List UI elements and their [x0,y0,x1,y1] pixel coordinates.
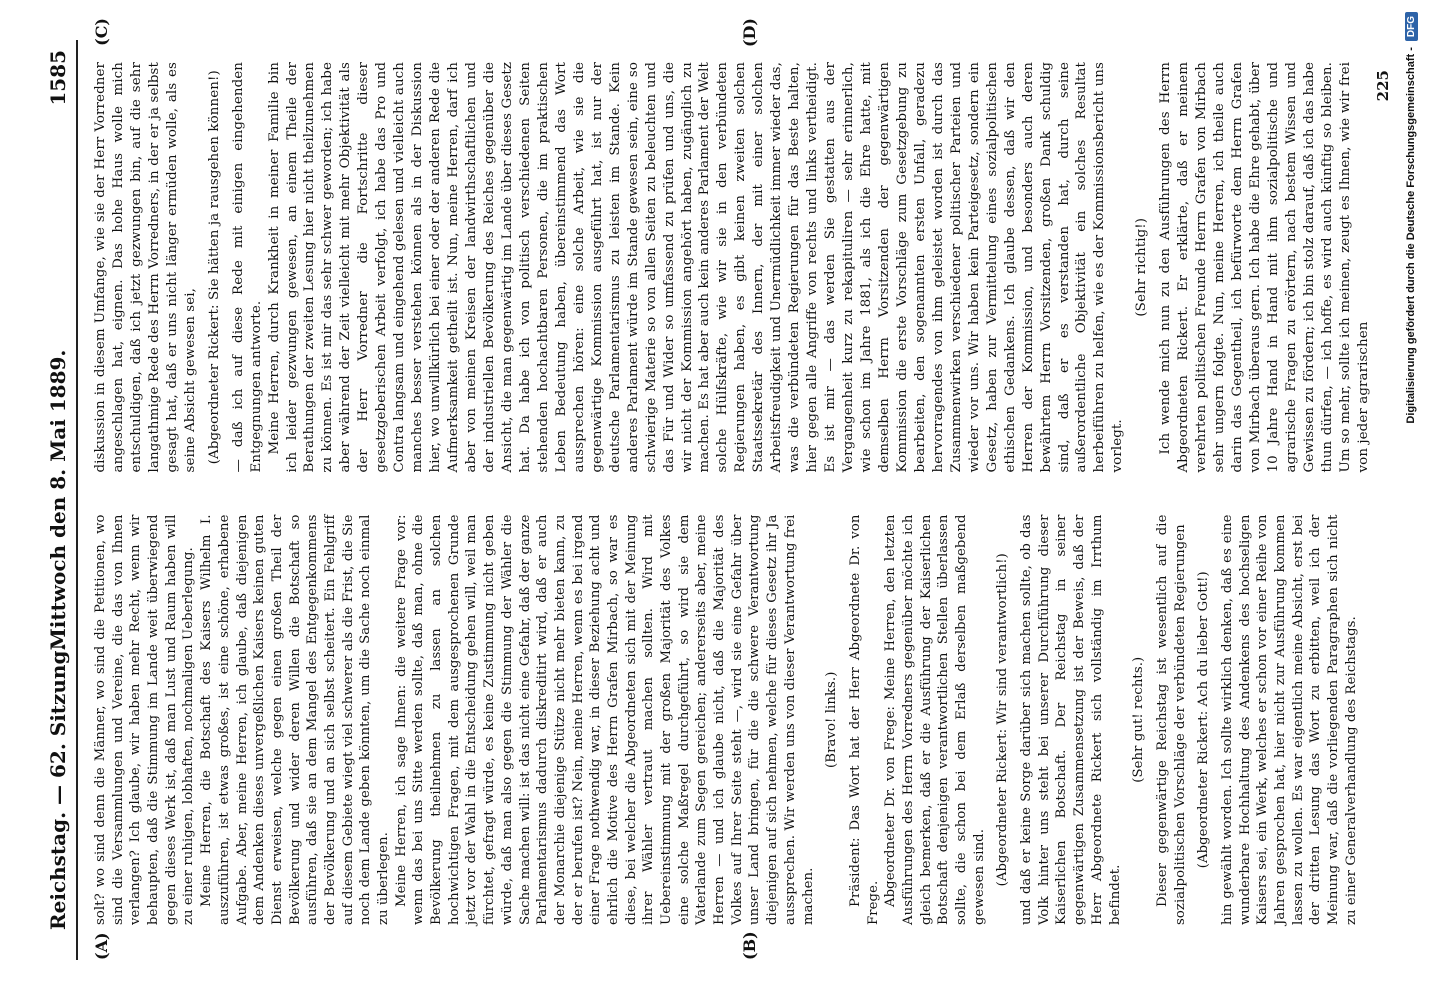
margin-mark-a: (A) [92,932,111,960]
paragraph: Meine Herren, ich sage Ihnen: die weitere Frage vor: wenn das bei uns Sitte werden sollte, daß man, ohne die Bevölkerung theilnehmen zu lassen an solchen hochwichtigen Fragen, mit dem ausgesprochenen Grunde jetzt vor der Wahl in die Entscheidung gehen will, weil man fürchtet, gefragt würde, es keine Zustimmung nicht geben würde, daß man also gegen die Stimmung der Wähler die Sache machen will: ist das nicht eine Gefahr, daß der ganze Parlamentarismus dadurch diskreditirt wird, daß er auch der Monarchie diejenige Stütze nicht mehr bieten kann, zu der er berufen ist? Nein, meine Herren, wenn es bei irgend einer Frage nothwendig war, in dieser Beziehung acht und ehrlich die Motive des Herrn Grafen Mirbach, so war es diese, bei welcher die Abgeordneten sich mit der Meinung ihrer Wähler vertraut machen sollten. Wird mit Uebereinstimmung mit der großen Majorität des Volkes eine solche Maßregel durchgeführt, so wird sie dem Vaterlande zum Segen gereichen; andererseits aber, meine Herren — und ich glaube nicht, daß die Majorität des Volkes auf Ihrer Seite steht —, wird sie eine Gefahr über unser Land bringen, für die die schwere Verantwortung diejenigen auf sich nehmen, welche für dieses Gesetz ihr Ja aussprechen. Wir werden uns von dieser Verantwortung frei machen. [393,514,816,925]
right-column [92,62,1382,473]
interjection: (Sehr gut! rechts.) [1131,656,1147,783]
digitization-credit [1395,0,1427,1000]
paragraph: diskussion in diesem Umfange, wie sie der Herr Vorredner angeschlagen hat, eignen. Das hohe Haus wolle mich entschuldigen, daß ich jetzt gezwungen bin, auf die sehr langathmige Rede des Herrn Vorredners, in der er ja selbst gesagt hat, daß er uns nicht länger ermüden wolle, als es seine Absicht gewesen sei, [93,62,198,473]
margin-mark-d: (D) [740,18,759,48]
credit-text: Digitalisierung gefördert durch die Deutsche Forschungsgemeinschaft - [1405,47,1417,424]
interjection: (Abgeordneter Rickert: Wir sind verantwortlich!) [995,553,1011,887]
interjection: (Bravo! links.) [824,671,840,768]
paragraph: und daß er keine Sorge darüber sich machen sollte, ob das Volk hinter uns steht bei unserer Durchführung dieser Kaiserlichen Botschaft. Der Reichstag in seiner gegenwärtigen Zusammensetzung ist der Beweis, daß der Herr Abgeordnete Rickert sich vollständig im Irrthum befindet. [1019,514,1123,925]
paragraph: Dieser gegenwärtige Reichstag ist wesentlich auf die sozialpolitischen Vorschläge der verbündeten Regierungen [1154,514,1188,925]
dfg-logo-icon: DFG [1405,12,1418,41]
signature-mark: 225 [1374,70,1392,102]
paragraph: Präsident: Das Wort hat der Herr Abgeordnete Dr. von Frege. [847,514,881,925]
paragraph: hin gewählt worden. Ich sollte wirklich denken, daß es eine wunderbare Hochhaltung des Andenkens des hochseligen Kaisers sei, ein Werk, welches er schon vor einer Reihe von Jahren gesprochen hat, hier nicht zur Ausführung kommen lassen zu wollen. Es war eigentlich meine Absicht, erst bei der dritten Lesung das Wort zu erbitten, weil ich der Meinung war, daß die vorliegenden Paragraphen sich nicht zu einer Generalverhandlung des Reichstags. [1219,514,1359,925]
margin-mark-b: (B) [740,931,759,960]
margin-mark-c: (C) [92,18,111,46]
header-rule [76,40,78,960]
page-header [46,40,72,960]
header-date: Mittwoch den 8. Mai 1889. [46,349,70,651]
paragraph: Abgeordneter Dr. von Frege: Meine Herren, den letzten Ausführungen des Herrn Vorredners gegenüber möchte ich gleich bemerken, daß er die Ausführung der Kaiserlichen Botschaft denjenigen verantwortlichen Stellen überlassen sollte, die schon bei dem Erlaß derselben maßgebend gewesen sind. [883,514,987,925]
left-column [92,515,1382,926]
paragraph: Meine Herren, durch Krankheit in meiner Familie bin ich leider gezwungen gewesen, an einem Theile der Berathungen der zweiten Lesung hier nicht theilzunehmen zu können. Es ist mir das sehr schwer geworden; ich habe aber während der Zeit vielleicht mit mehr Objektivität als der Herr Vorredner die Fortschritte dieser gesetzgeberischen Arbeit verfolgt, ich habe das Pro und Contra langsam und eingehend gelesen und vielleicht auch manches besser verstehen können als in der Diskussion hier, wo unwillkürlich bei einer oder der anderen Rede die Aufmerksamkeit getheilt ist. Nun, meine Herren, darf ich aber von meinen Kreisen der landwirthschaftlichen und der industriellen Bevölkerung des Reiches gegenüber die Ansicht, die man gegenwärtig im Lande über dieses Gesetz hat. Da habe ich von politisch verschiedenen Seiten stehenden hochachtbaren Personen, die im praktischen Leben Bedeutung haben, übereinstimmend das Wort aussprechen hören: eine solche Arbeit, wie sie die gegenwärtige Kommission ausgeführt hat, ist nur der deutsche Parlamentarismus zu leisten im Stande. Kein anderes Parlament würde im Stande gewesen sein, eine so schwierige Materie so von allen Seiten zu beleuchten und das Für und Wider so umfassend zu prüfen und uns, die wir nicht der Kommission angehört haben, zugänglich zu machen. Es hat aber auch kein anderes Parlament der Welt solche Hülfskräfte, wie wir sie in den verbündeten Regierungen haben, es gibt keinen zweiten solchen Staatssekretär des Innern, der mit einer solchen Arbeitsfreudigkeit und Unermüdlichkeit immer wieder das, was die verbündeten Regierungen für das Beste halten, hier gegen alle Angriffe von rechts und links vertheidigt. Es ist mir — das werden Sie gestatten aus der Vergangenheit kurz zu rekapituliren — sehr erinnerlich, wie schon im Jahre 1881, als ich die Ehre hatte, mit demselben Herrn Vorsitzenden der gegenwärtigen Kommission die erste Vorschläge zum Gesetzgebung zu bearbeiten, den sogenannten ersten Unfall, geradezu hervorragendes von ihm geleistet worden ist durch das Zusammenwirken verschiedener politischer Parteien und wieder vor uns. Wir haben kein Parteigesetz, sondern ein Gesetz, haben zur Vermittelung eines sozialpolitischen ethischen Gedankens. Ich glaube dessen, daß wir den Herren der Kommission, und besonders auch deren bewährtem Herrn Vorsitzenden, großen Dank schuldig sind, daß er es verstanden hat, durch seine außerordentliche Objektivität ein solches Resultat herbeiführen zu helfen, wie es der Kommissionsbericht uns vorlegt. [266,62,1126,473]
paragraph: solt? wo sind denn die Männer, wo sind die Petitionen, wo sind die Versammlungen und Vereine, die das von Ihnen verlangen? Ich glaube, wir haben mehr Recht, wenn wir behaupten, daß die Stimmung im Lande weit überwiegend gegen dieses Werk ist, daß man Lust und Raum haben will zu einer ruhigen, lobhaften, nochmaligen Ueberlegung. [93,514,197,925]
interjection: (Sehr richtig!) [1134,217,1150,317]
paragraph: Ich wende mich nun zu den Ausführungen des Herrn Abgeordneten Rickert. Er erklärte, daß er meinem verehrten politischen Freunde Herrn Grafen von Mirbach sehr ungern folgte. Nun, meine Herren, ich theile auch darin das Gegentheil, ich befürworte dem Herrn Grafen von Mirbach überaus gern. Ich habe die Ehre gehabt, über 10 Jahre Hand in Hand mit ihm sozialpolitische und agrarische Fragen zu erörtern, nach bestem Wissen und Gewissen zu fördern; ich bin stolz darauf, daß ich das habe thun dürfen, — ich hoffe, es wird auch künftig so bleiben. Um so mehr, sollte ich meinen, zeugt es Ihnen, wie wir frei von jeder agrarischen [1158,62,1371,473]
text-columns [92,62,1382,925]
interjection: (Abgeordneter Rickert: Sie hätten ja rausgehen können!) [206,70,222,465]
header-page-number: 1585 [46,50,70,106]
paragraph: Meine Herren, die Botschaft des Kaisers Wilhelm I. auszuführen, ist etwas großes, ist eine schöne, erhabene Aufgabe. Aber, meine Herren, ich glaube, daß diejenigen dem Andenken dieses unvergeßlichen Kaisers keinen guten Dienst erweisen, welche gegen einen großen Theil der Bevölkerung und wider deren Willen die Botschaft so ausführen, daß sie an dem Mangel des Entgegenkommens der Bevölkerung und an sich selbst scheitert. Ein Fehlgriff auf diesem Gebiete wiegt viel schwerer als die Frist, die Sie noch dem Lande geben könnten, um die Sache noch einmal zu überlegen. [199,514,391,925]
interjection: (Abgeordneter Rickert: Ach du lieber Gott!) [1196,571,1212,869]
paragraph: — daß ich auf diese Rede mit einigen eingehenden Entgegnungen antworte. [230,62,264,473]
header-session: Reichstag. — 62. Sitzung. [46,643,70,930]
